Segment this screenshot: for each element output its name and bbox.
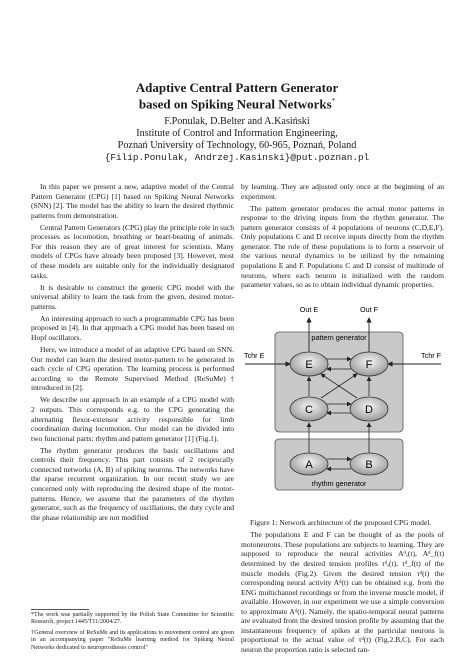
- cpg-architecture-diagram: [241, 292, 444, 514]
- node-f-label: F: [365, 359, 373, 372]
- paper-title-line-2: [0, 94, 474, 111]
- left-paragraph-4: An interesting approach to such a programmable CPG has been proposed in [4]. In that approach a CPG model has been based on Hopf oscillators.: [31, 313, 234, 342]
- left-paragraph-2: Central Pattern Generators (CPG) play the principle role in such processes as locomotion, breathing or heart-beating of animals. For this reason they are of great interest for scientists. Many models of CPGs have already been proposed [3]. However, most of these models are suitable only for the individually designated tasks.: [31, 222, 234, 280]
- figure-1: [241, 292, 444, 514]
- left-paragraph-3: It is desirable to construct the generic CPG model with the universal ability to learn the task from the given, desired motor-patterns.: [31, 282, 234, 311]
- institute: Institute of Control and Information Engineering,: [136, 128, 338, 139]
- author-emails: {Filip.Ponulak, Andrzej.Kasinski}@put.poznan.pl: [104, 152, 370, 163]
- node-a-label: A: [305, 459, 313, 472]
- footnote-2: †General overview of ReSuMe and its applications to movement control are given in an accompanying paper "ReSuMe learning method for Spiking Neural Networks dedicated to neuroprostheses control": [31, 630, 234, 651]
- node-c-label: C: [305, 404, 313, 417]
- footnote-rule: [31, 609, 89, 610]
- left-paragraph-6: We describe our approach in an example of a CPG model with 2 outputs. This corresponds e.g. to the CPG generating the alternating flexor-extensor activity responsible for limb coordination during locomotion. Our model can be divided into two functional parts: rhythm and pattern generator [1] (Fig.1).: [31, 395, 234, 443]
- tchr-e-label: Tchr E: [244, 351, 265, 361]
- paper-title-line-1: Adaptive Central Pattern Generator: [135, 80, 339, 95]
- out-e-label: Out E: [299, 305, 319, 315]
- pattern-generator-label: pattern generator: [311, 333, 367, 343]
- node-d-label: D: [365, 404, 373, 417]
- left-paragraph-5: Here, we introduce a model of an adaptive CPG based on SNN. Our model can learn the desired motor-pattern to be generated in each cycle of CPG operation. The learning process is performed according to the Remote Supervised Method (ReSuMe)† introduced in [2].: [31, 345, 234, 393]
- rhythm-generator-label: rhythm generator: [311, 479, 367, 489]
- tchr-f-label: Tchr F: [421, 351, 441, 361]
- right-column: [241, 182, 444, 657]
- node-b-label: B: [365, 459, 373, 472]
- left-paragraph-1: In this paper we present a new, adaptive model of the Central Pattern Generator (CPG) [1] based on Spiking Neural Networks (SNN) [2]. The model has the ability to learn the desired rhythmic patterns from demonstration.: [31, 182, 234, 220]
- left-paragraph-7: The rhythm generator produces the basic oscillations and controls their frequency. This part consists of 2 reciprocally connected networks (A, B) of spiking neurons. The networks have the sparse recurrent organization. In our recent study we are concerned only with reproducing the desired shape of the motor-patterns. Hence, we assume that the parameters of the rhythm generator, such as the frequency of oscillations, the duty cycle and the phase relationship are not modified: [31, 445, 234, 522]
- right-paragraph-1: by learning. They are adjusted only once at the beginning of an experiment.: [241, 182, 444, 201]
- left-column: [31, 182, 234, 525]
- title-line-2-text: based on Spiking Neural Networks: [138, 96, 332, 112]
- authors: F.Ponulak, D.Belter and A.Kasiński: [164, 116, 310, 127]
- right-paragraph-3: The populations E and F can be thought of as the pools of motoneurons. These populations are subjects to learning. They are supposed to reproduce the neural activities Aᵈₑ(t), Aᵈ_f(t) determined by the desired tension profiles τᵈₑ(t), τᵈ_f(t) of the muscle models (Fig.2). Given the desired tension τᵈ(t) the corresponding neural activity Aᵈ(t) can be obtained e.g. from the ENG multichannel recordings or from the inverse muscle model, if available. However, in our experiment we use a simple conversion to approximate Aᵈ(t). Namely, the spatio-temporal neural patterns are evaluated from the desired tension profile by assuming that the instantaneous frequency of spikes at the particular neurons is proportional to the actual value of τᵈ(t) (Fig.2.B,C). For each neuron the proportion ratio is selected ran-: [241, 530, 444, 654]
- out-f-label: Out F: [360, 305, 378, 315]
- university: Poznań University of Technology, 60-965, Poznań, Poland: [117, 140, 357, 151]
- title-footnote-mark: *: [331, 97, 336, 105]
- node-e-label: E: [305, 359, 313, 372]
- right-paragraph-2: The pattern generator produces the actual motor patterns in response to the driving inputs from the rhythm generator. The pattern generator consists of 4 populations of neurons (C,D,E,F). Only populations C and D receive inputs directly from the rhythm generator. The role of these populations is to form a reservoir of the various neural dynamics to be utilized by the remaining populations E and F. Populations C and D consist of multitude of neurons, where each neuron is initialized with the random parameter values, so as to obtain individual dynamic properties.: [241, 203, 444, 290]
- figure-1-caption: Figure 1: Network architecture of the proposed CPG model.: [250, 518, 432, 528]
- footnote-1: *The work was partially supported by the Polish State Committee for Scientific Research, project 1445/T11/2004/27.: [31, 612, 234, 626]
